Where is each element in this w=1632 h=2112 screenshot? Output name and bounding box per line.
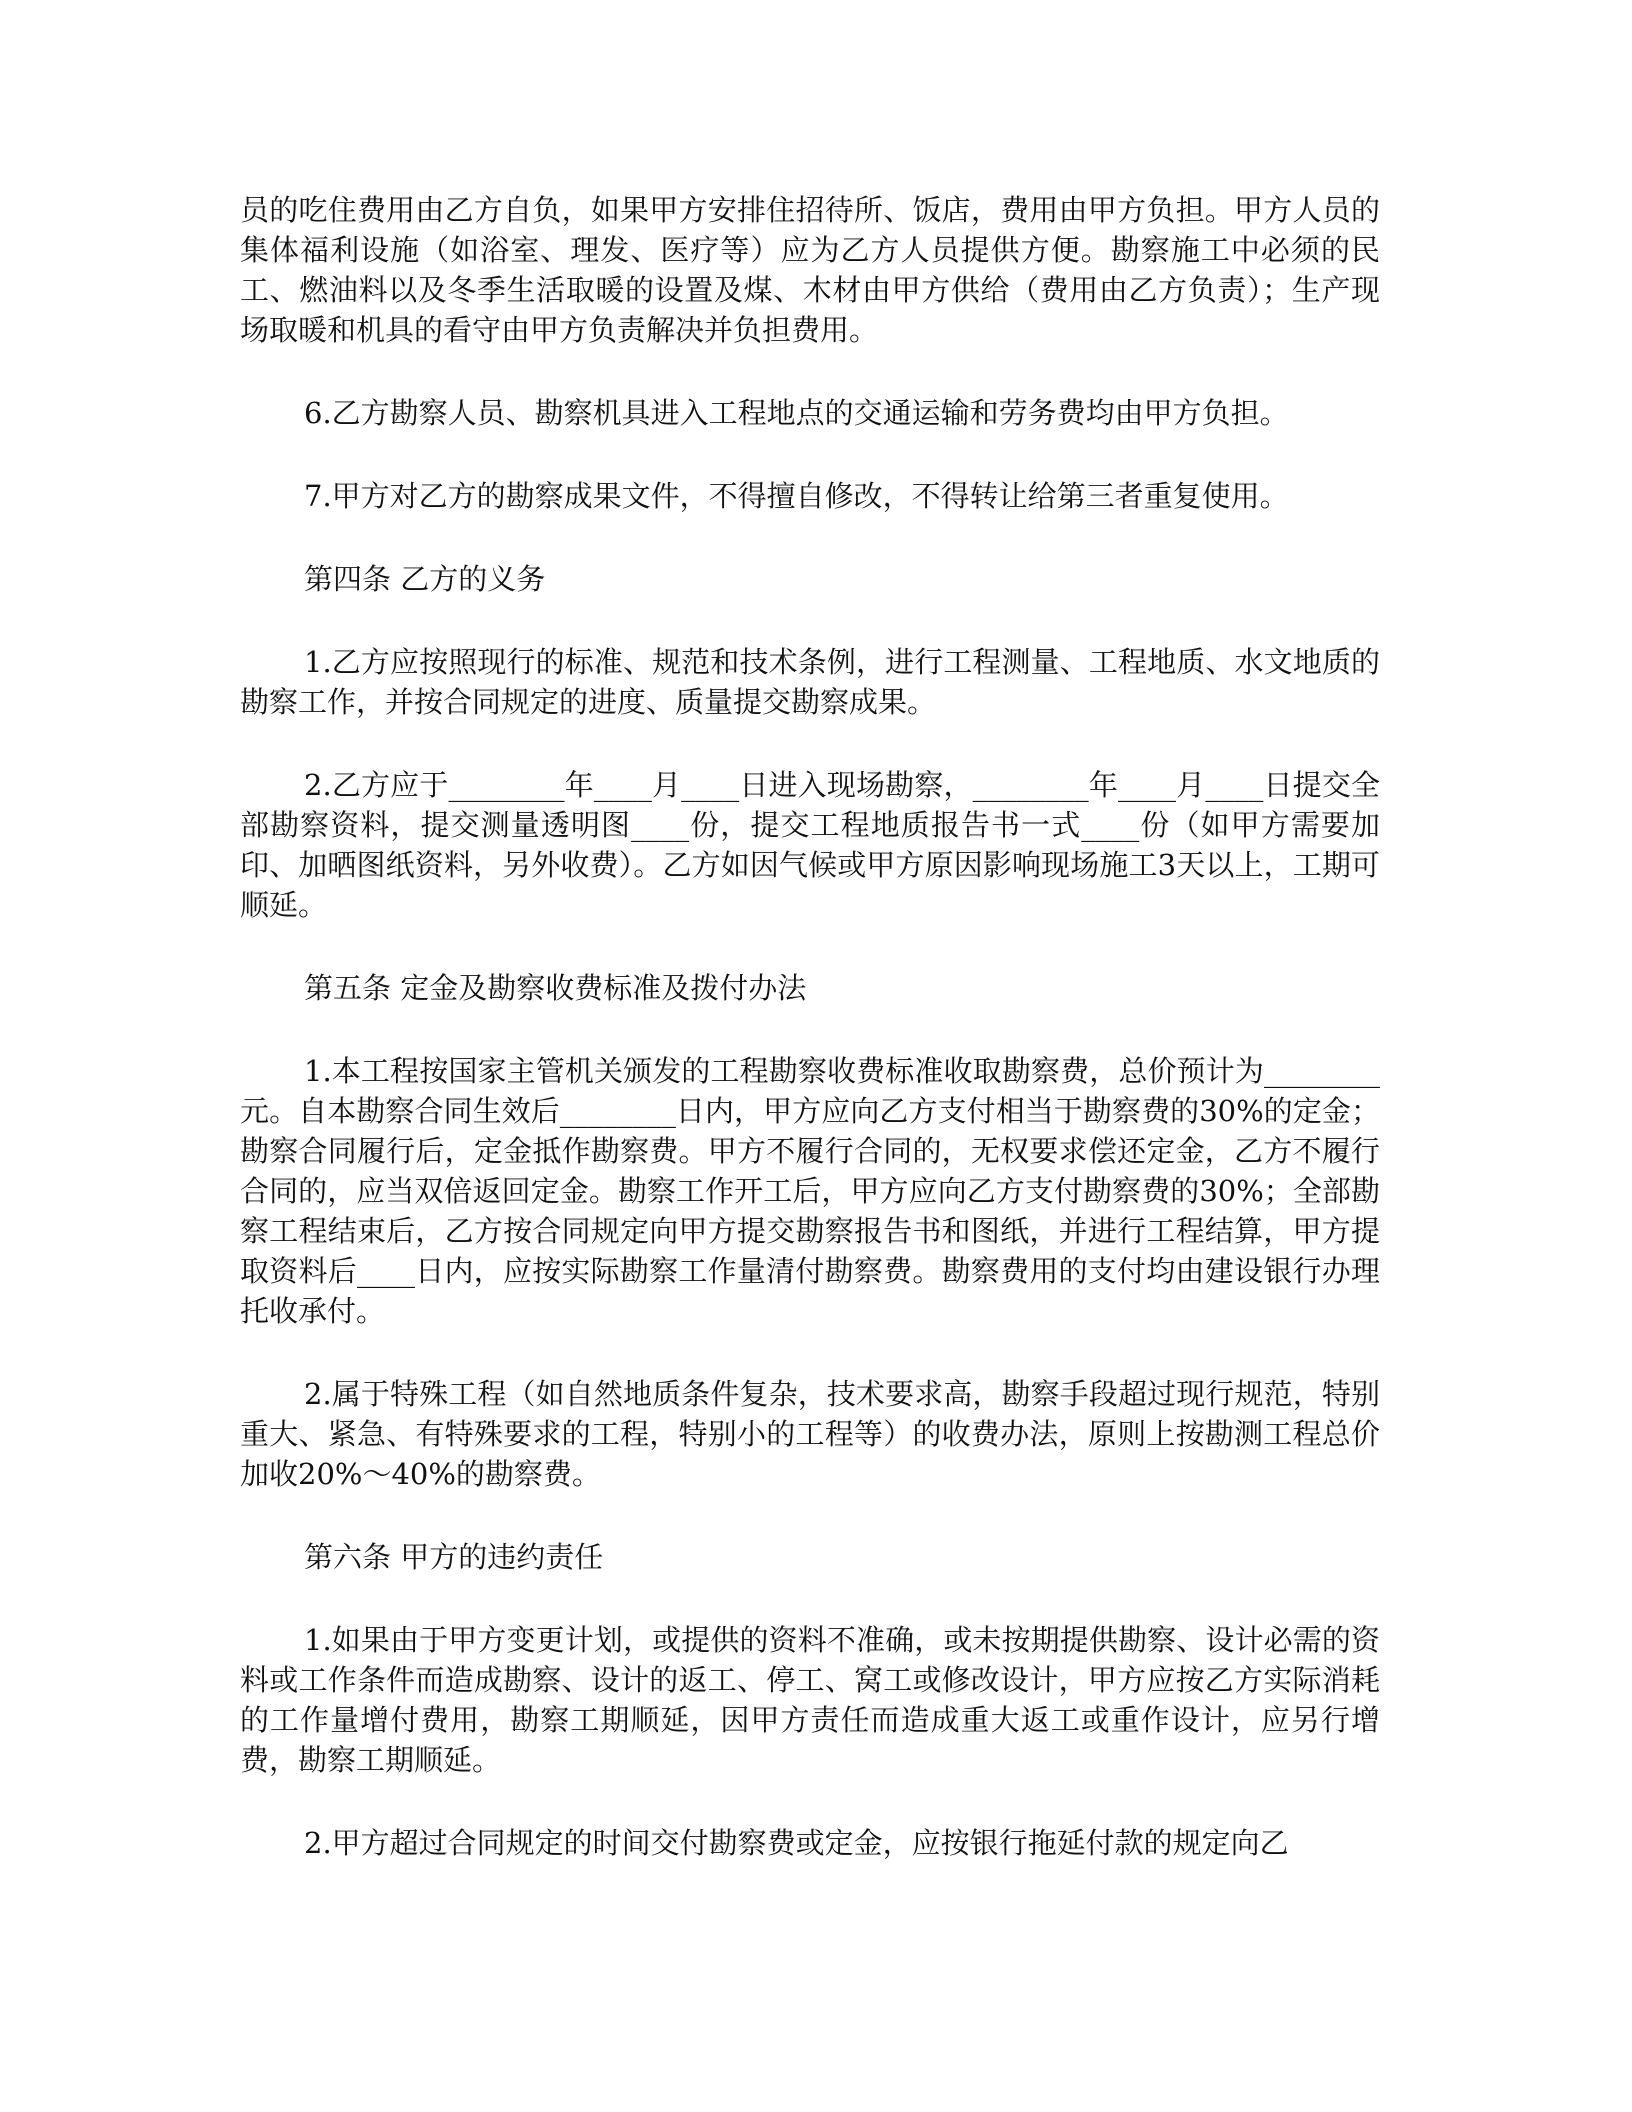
paragraph-clause-3-7: 7.甲方对乙方的勘察成果文件，不得擅自修改，不得转让给第三者重复使用。 [304,479,1289,513]
paragraph-clause-6-2: 2.甲方超过合同规定的时间交付勘察费或定金，应按银行拖延付款的规定向乙 [304,1826,1289,1860]
paragraph-clause-6-1: 1.如果由于甲方变更计划，或提供的资料不准确，或未按期提供勘察、设计必需的资料或工作条件而造成勘察、设计的返工、停工、窝工或修改设计，甲方应按乙方实际消耗的工作量增付费用，勘察工期顺延，因甲方责任而造成重大返工或重作设计，应另行增费，勘察工期顺延。 [240,1623,1380,1777]
paragraph-continuation: 员的吃住费用由乙方自负，如果甲方安排住招待所、饭店，费用由甲方负担。甲方人员的集体福利设施（如浴室、理发、医疗等）应为乙方人员提供方便。勘察施工中必须的民工、燃油料以及冬季生活取暖的设置及煤、木材由甲方供给（费用由乙方负责）；生产现场取暖和机具的看守由甲方负责解决并负担费用。 [240,193,1380,347]
paragraph-clause-3-6: 6.乙方勘察人员、勘察机具进入工程地点的交通运输和劳务费均由甲方负担。 [304,396,1289,430]
paragraph-clause-5-1: 1.本工程按国家主管机关颁发的工程勘察收费标准收取勘察费，总价预计为________元。自本勘察合同生效后________日内，甲方应向乙方支付相当于勘察费的30%的定金；勘察合同履行后，定金抵作勘察费。甲方不履行合同的，无权要求偿还定金，乙方不履行合同的，应当双倍返回定金。勘察工作开工后，甲方应向乙方支付勘察费的30%；全部勘察工程结束后，乙方按合同规定向甲方提交勘察报告书和图纸，并进行工程结算，甲方提取资料后____日内，应按实际勘察工作量清付勘察费。勘察费用的支付均由建设银行办理托收承付。 [240,1054,1380,1328]
heading-article-6: 第六条 甲方的违约责任 [304,1540,604,1574]
paragraph-clause-4-2: 2.乙方应于________年____月____日进入现场勘察，________年____月____日提交全部勘察资料，提交测量透明图____份，提交工程地质报告书一式____份（如甲方需要加印、加晒图纸资料，另外收费）。乙方如因气候或甲方原因影响现场施工3天以上，工期可顺延。 [240,768,1380,922]
heading-article-4: 第四条 乙方的义务 [304,562,546,596]
document-body [240,190,1380,1906]
heading-article-5: 第五条 定金及勘察收费标准及拨付办法 [304,971,807,1005]
paragraph-clause-5-2: 2.属于特殊工程（如自然地质条件复杂，技术要求高，勘察手段超过现行规范，特别重大、紧急、有特殊要求的工程，特别小的工程等）的收费办法，原则上按勘测工程总价加收20%～40%的勘察费。 [240,1377,1380,1491]
paragraph-clause-4-1: 1.乙方应按照现行的标准、规范和技术条例，进行工程测量、工程地质、水文地质的勘察工作，并按合同规定的进度、质量提交勘察成果。 [240,645,1380,719]
